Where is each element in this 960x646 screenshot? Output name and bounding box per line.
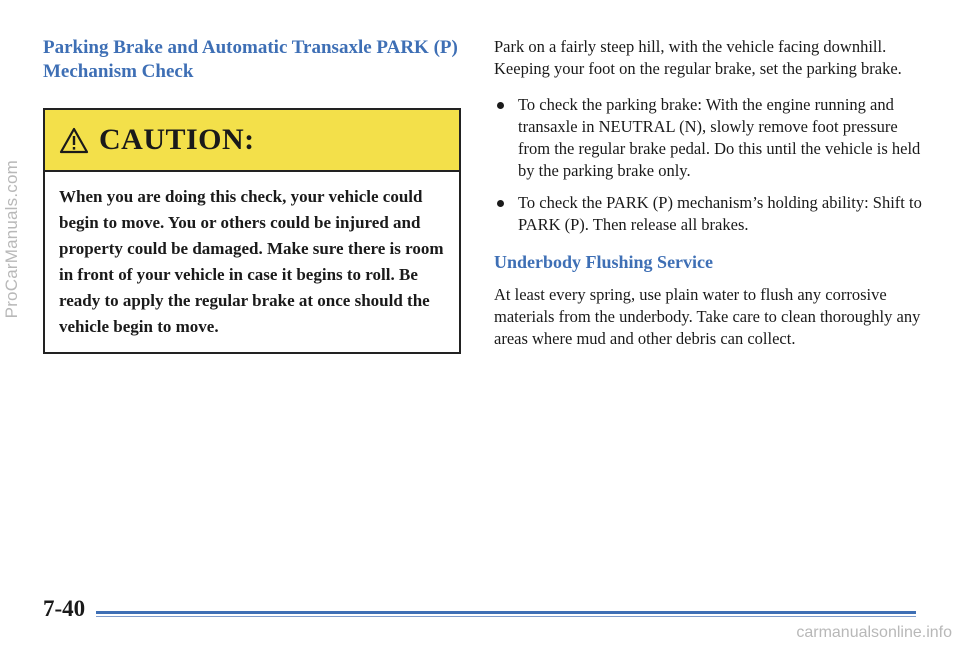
- intro-paragraph: Park on a fairly steep hill, with the vehicle facing downhill. Keeping your foot on the regular brake, set the parking brake.: [494, 37, 902, 78]
- caution-box: [43, 108, 461, 354]
- list-item: [494, 94, 924, 182]
- underbody-paragraph: At least every spring, use plain water to flush any corrosive materials from the underbody. Take care to clean thoroughly any areas where mud and other debris can collect.: [494, 285, 921, 348]
- section-title: Parking Brake and Automatic Transaxle PARK (P) Mechanism Check: [43, 37, 458, 82]
- caution-text: When you are doing this check, your vehicle could begin to move. You or others could be injured and property could be damaged. Make sure there is room in front of your vehicle in case it begins to roll. Be ready to apply the regular brake at once should the vehicle begin to move.: [59, 187, 444, 336]
- warning-triangle-icon: [59, 127, 89, 154]
- page-number: 7-40: [43, 596, 86, 621]
- list-item: [494, 192, 924, 236]
- right-column: [494, 36, 924, 350]
- underbody-heading: Underbody Flushing Service: [494, 252, 714, 272]
- footer-rule-thin: [96, 616, 916, 617]
- left-column: [43, 36, 463, 354]
- caution-header: [45, 110, 459, 172]
- list-item-text: To check the parking brake: With the engine running and transaxle in NEUTRAL (N), slowly remove foot pressure from the regular brake pedal. Do this until the vehicle is held by the parking brake only.: [518, 95, 921, 180]
- check-list: [494, 94, 924, 236]
- caution-label: CAUTION:: [99, 123, 255, 156]
- bottom-watermark: carmanualsonline.info: [796, 624, 952, 641]
- side-watermark: ProCarManuals.com: [2, 160, 21, 319]
- list-item-text: To check the PARK (P) mechanism’s holding ability: Shift to PARK (P). Then release all brakes.: [518, 193, 922, 234]
- bullet-icon: [497, 200, 504, 207]
- footer-rule: [96, 611, 916, 614]
- bullet-icon: [497, 102, 504, 109]
